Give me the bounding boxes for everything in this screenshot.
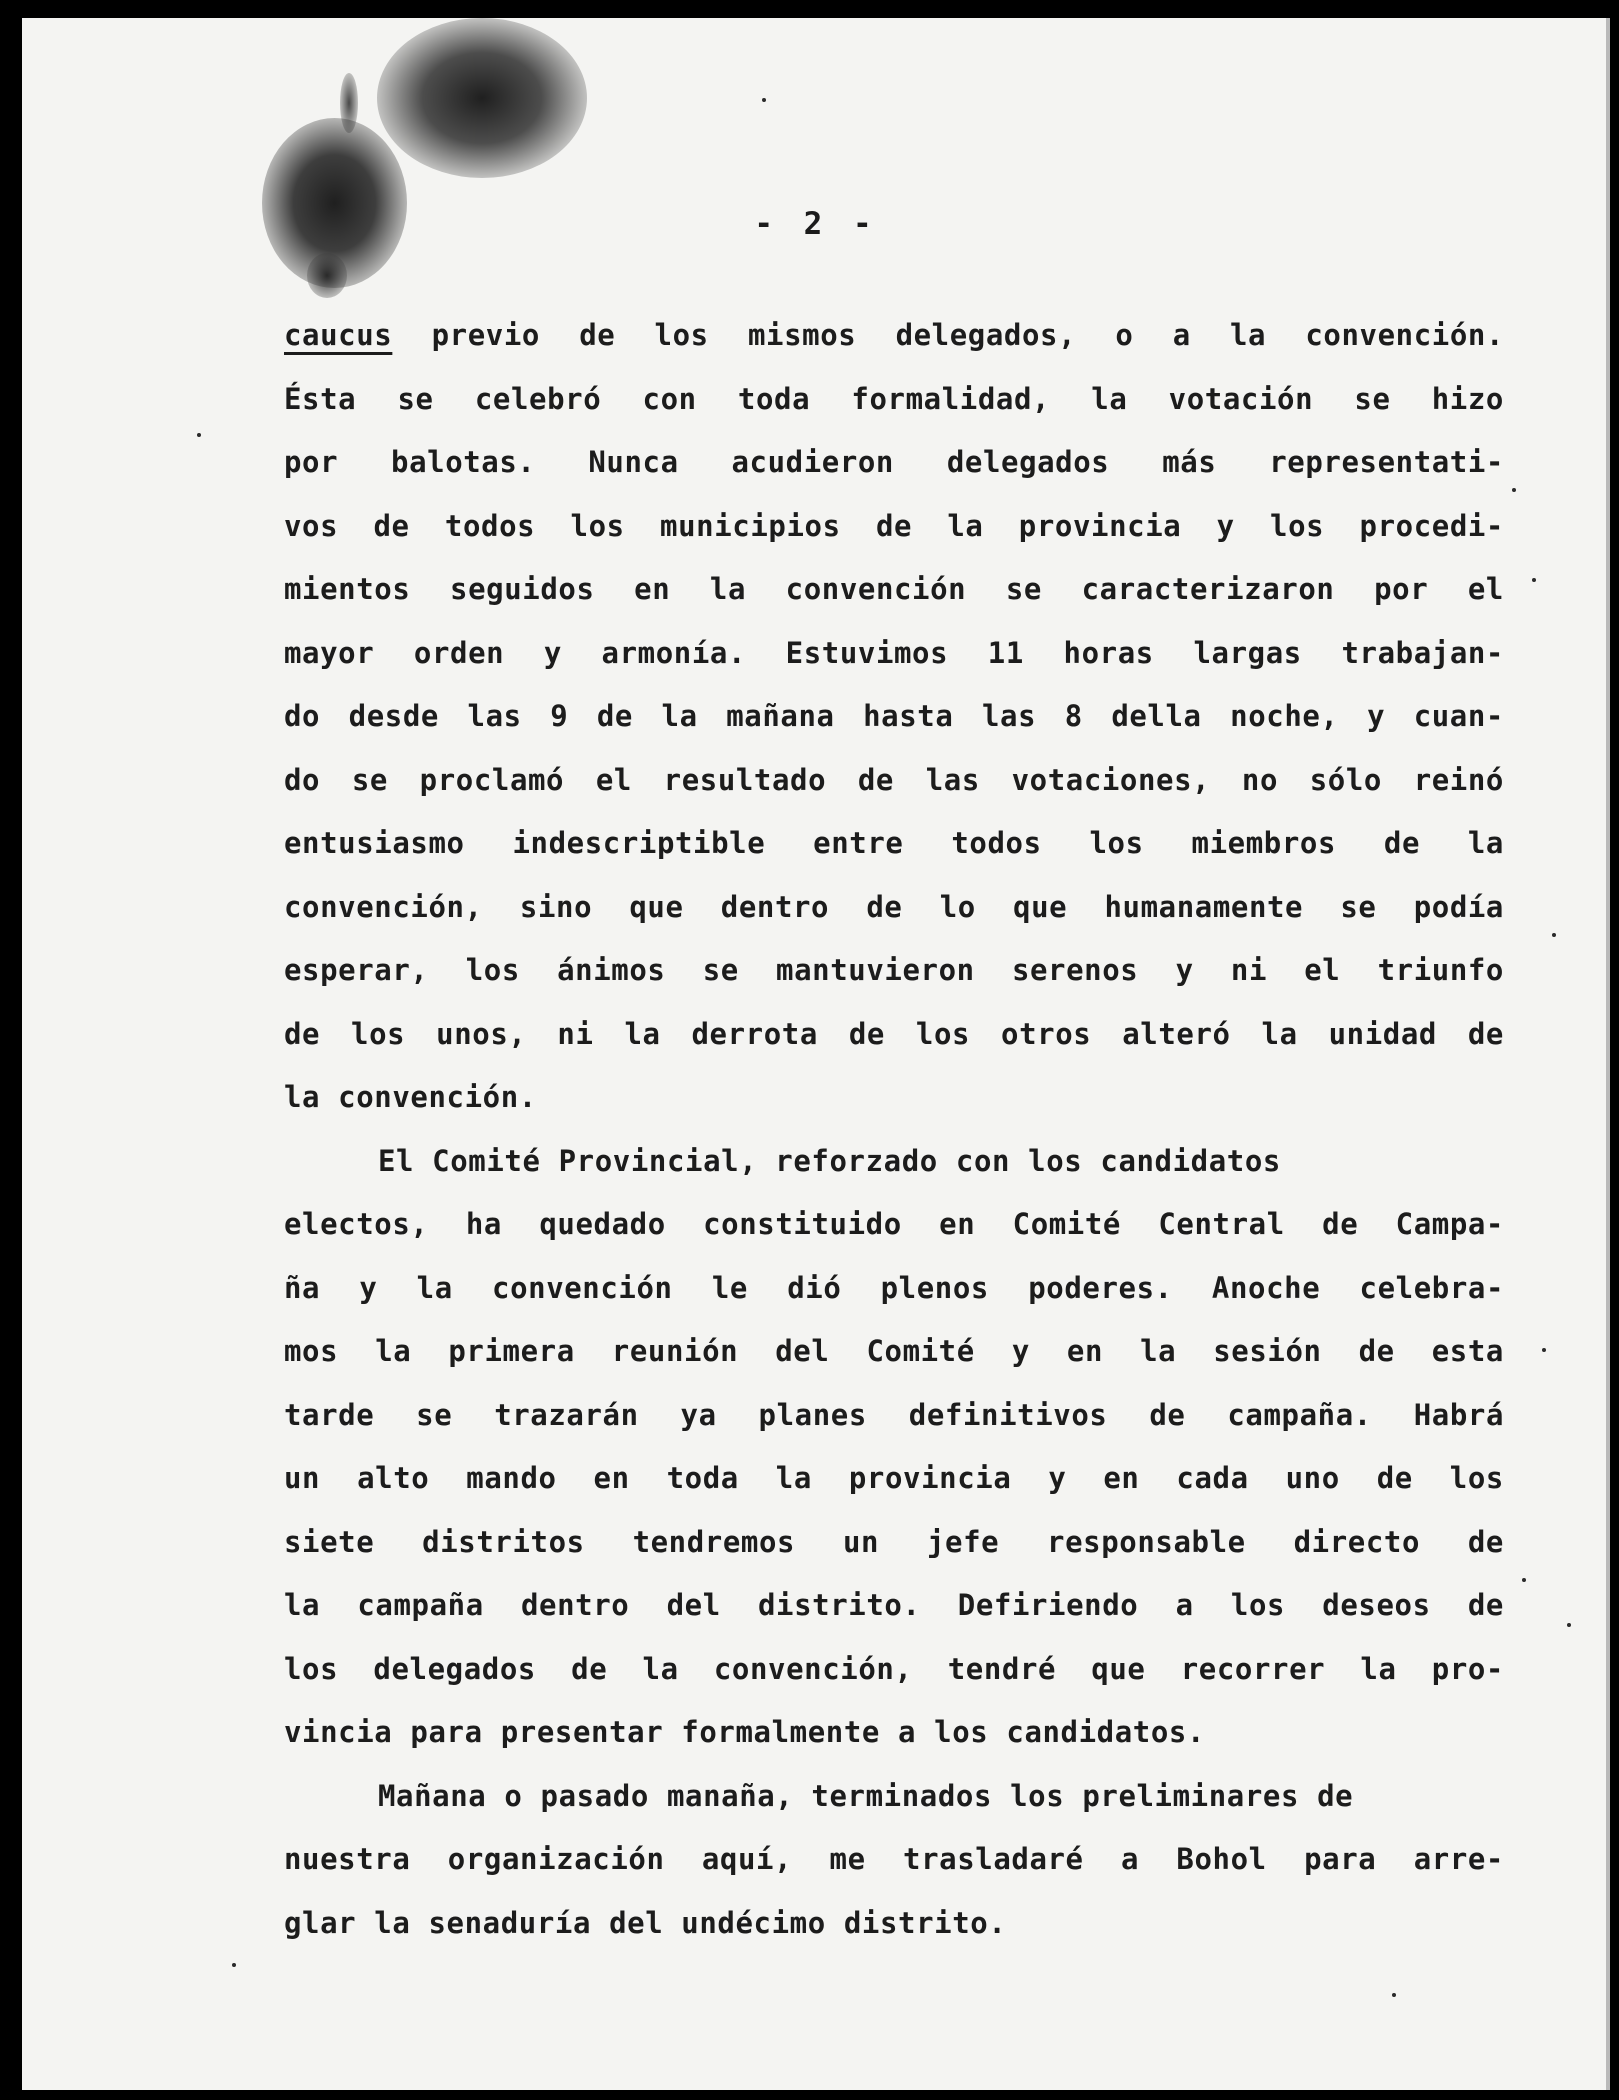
body-line: vos de todos los municipios de la provincia y los procedi- [284,508,1504,543]
body-line: mientos seguidos en la convención se caracterizaron por el [284,572,1504,606]
paper-speck [1512,488,1516,492]
body-line: nuestra organización aquí, me trasladaré a Bohol para arre- [284,1842,1504,1876]
body-line: do desde las 9 de la mañana hasta las 8 della noche, y cuan- [284,699,1504,733]
paper-speck [197,433,201,437]
body-line: la convención. [284,1080,537,1114]
ink-smudge [307,253,347,298]
body-line: por balotas. Nunca acudieron delegados más representati- [284,445,1504,479]
body-line: tarde se trazarán ya planes definitivos de campaña. Habrá [284,1397,1504,1432]
paper-speck [1552,933,1556,937]
body-line: convención, sino que dentro de lo que humanamente se podía [284,889,1504,924]
body-line: mayor orden y armonía. Estuvimos 11 horas largas trabajan- [284,635,1504,670]
body-line: mos la primera reunión del Comité y en la sesión de esta [284,1334,1504,1368]
body-line: esperar, los ánimos se mantuvieron serenos y ni el triunfo [284,953,1504,987]
body-line: un alto mando en toda la provincia y en cada uno de los [284,1461,1504,1495]
paper-speck [232,1963,236,1967]
ink-smudge [340,73,358,133]
body-line: electos, ha quedado constituido en Comité Central de Campa- [284,1207,1504,1241]
body-line: ña y la convención le dió plenos poderes. Anoche celebra- [284,1270,1504,1305]
body-line: los delegados de la convención, tendré que recorrer la pro- [284,1651,1504,1686]
body-line: la campaña dentro del distrito. Defiriendo a los deseos de [284,1588,1504,1622]
document-page [22,18,1610,2090]
letter-body [284,304,1504,1955]
paper-speck [762,98,766,102]
page-number: - 2 - [754,206,878,242]
body-line: Mañana o pasado manaña, terminados los preliminares de [378,1778,1354,1813]
body-line: El Comité Provincial, reforzado con los candidatos [378,1143,1281,1178]
body-line: Ésta se celebró con toda formalidad, la votación se hizo [284,381,1504,416]
underlined-word: caucus [284,318,393,352]
body-line: vincia para presentar formalmente a los candidatos. [284,1715,1206,1749]
paper-speck [1532,578,1536,582]
paper-speck [1542,1348,1546,1352]
body-line: entusiasmo indescriptible entre todos los miembros de la [284,826,1504,860]
ink-smudge [377,18,587,178]
paper-speck [1567,1623,1571,1627]
body-line: glar la senaduría del undécimo distrito. [284,1905,1007,1940]
paper-speck [1392,1993,1396,1997]
body-line: de los unos, ni la derrota de los otros alteró la unidad de [284,1016,1504,1051]
body-line: caucus previo de los mismos delegados, o a la convención. [284,318,1504,352]
ink-smudge [262,118,407,288]
body-line: siete distritos tendremos un jefe responsable directo de [284,1524,1504,1559]
paper-speck [1522,1578,1526,1582]
body-line: do se proclamó el resultado de las votaciones, no sólo reinó [284,762,1504,797]
